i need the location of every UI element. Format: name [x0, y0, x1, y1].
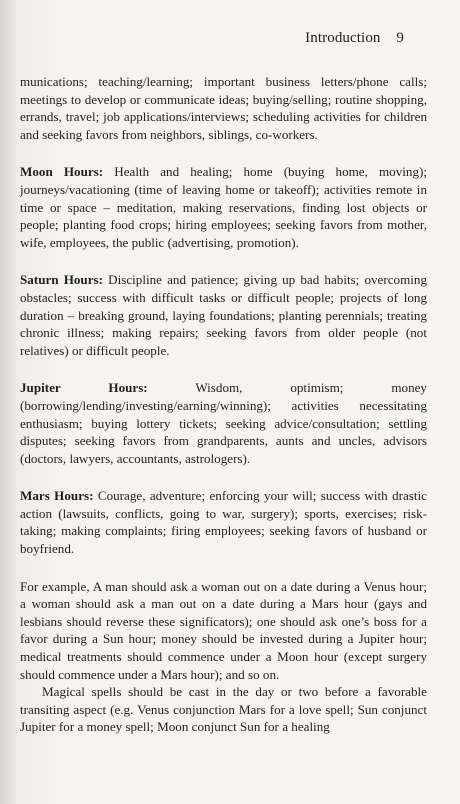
jupiter-hours-entry: [20, 379, 427, 467]
running-header: [305, 30, 404, 47]
opening-paragraph: munications; teaching/learning; important business letters/phone calls; meetings to develop or communicate ideas; buying/selling; routine shopping, errands, travel; job applications/interviews; scheduling activities for children and seeking favors from neighbors, siblings, co-workers.: [20, 74, 427, 142]
moon-hours-label: Moon Hours:: [20, 164, 104, 180]
magical-spells-paragraph: Magical spells should be cast in the day or two before a favorable transiting aspect (e.g. Venus conjunction Mars for a love spell; Sun conjunct Jupiter for a money spell; Moon conjunct Sun for a healing: [20, 684, 427, 735]
page-body: [20, 73, 427, 736]
mars-hours-label: Mars Hours:: [20, 488, 94, 504]
chapter-title: Introduction: [305, 30, 381, 46]
saturn-hours-entry: [20, 271, 427, 359]
jupiter-hours-label: Jupiter Hours:: [20, 380, 148, 396]
jupiter-hours-text: Wisdom, optimism; money (borrowing/lending/investing/earning/winning); activities necessitating enthusiasm; buying lottery tickets; seeking advice/consultation; settling disputes; seeking favors from grandparents, aunts and uncles, advisors (doctors, lawyers, accountants, astrologers).: [20, 380, 427, 466]
saturn-hours-text: Discipline and patience; giving up bad habits; overcoming obstacles; success with difficult tasks or difficult people; projects of long duration – breaking ground, laying foundations; planting perennials; treating chronic illness; making repairs; seeking favors from older people (not relatives) or difficult people.: [20, 272, 428, 358]
saturn-hours-label: Saturn Hours:: [20, 272, 103, 288]
moon-hours-text: Health and healing; home (buying home, moving); journeys/vacationing (time of leaving home or takeoff); activities remote in time or space – meditation, making reservations, finding lost objects or people; planting food crops; hiring employees; seeking favors from mother, wife, employees, the public (advertising, promotion).: [20, 164, 427, 250]
mars-hours-text: Courage, adventure; enforcing your will; success with drastic action (lawsuits, conflicts, going to war, surgery); sports, exercises; risk-taking; making complaints; firing employees; seeking favors of husband or boyfriend.: [20, 488, 427, 557]
example-paragraph: For example, A man should ask a woman out on a date during a Venus hour; a woman should ask a man out on a date during a Mars hour (gays and lesbians should reverse these significators); one should ask one’s boss for a favor during a Sun hour; money should be invested during a Jupiter hour; medical treatments should commence under a Moon hour (except surgery should commence under a Mars hour); and so on.: [20, 578, 427, 682]
moon-hours-entry: [20, 163, 427, 251]
page-number: 9: [396, 30, 404, 46]
mars-hours-entry: [20, 487, 427, 557]
